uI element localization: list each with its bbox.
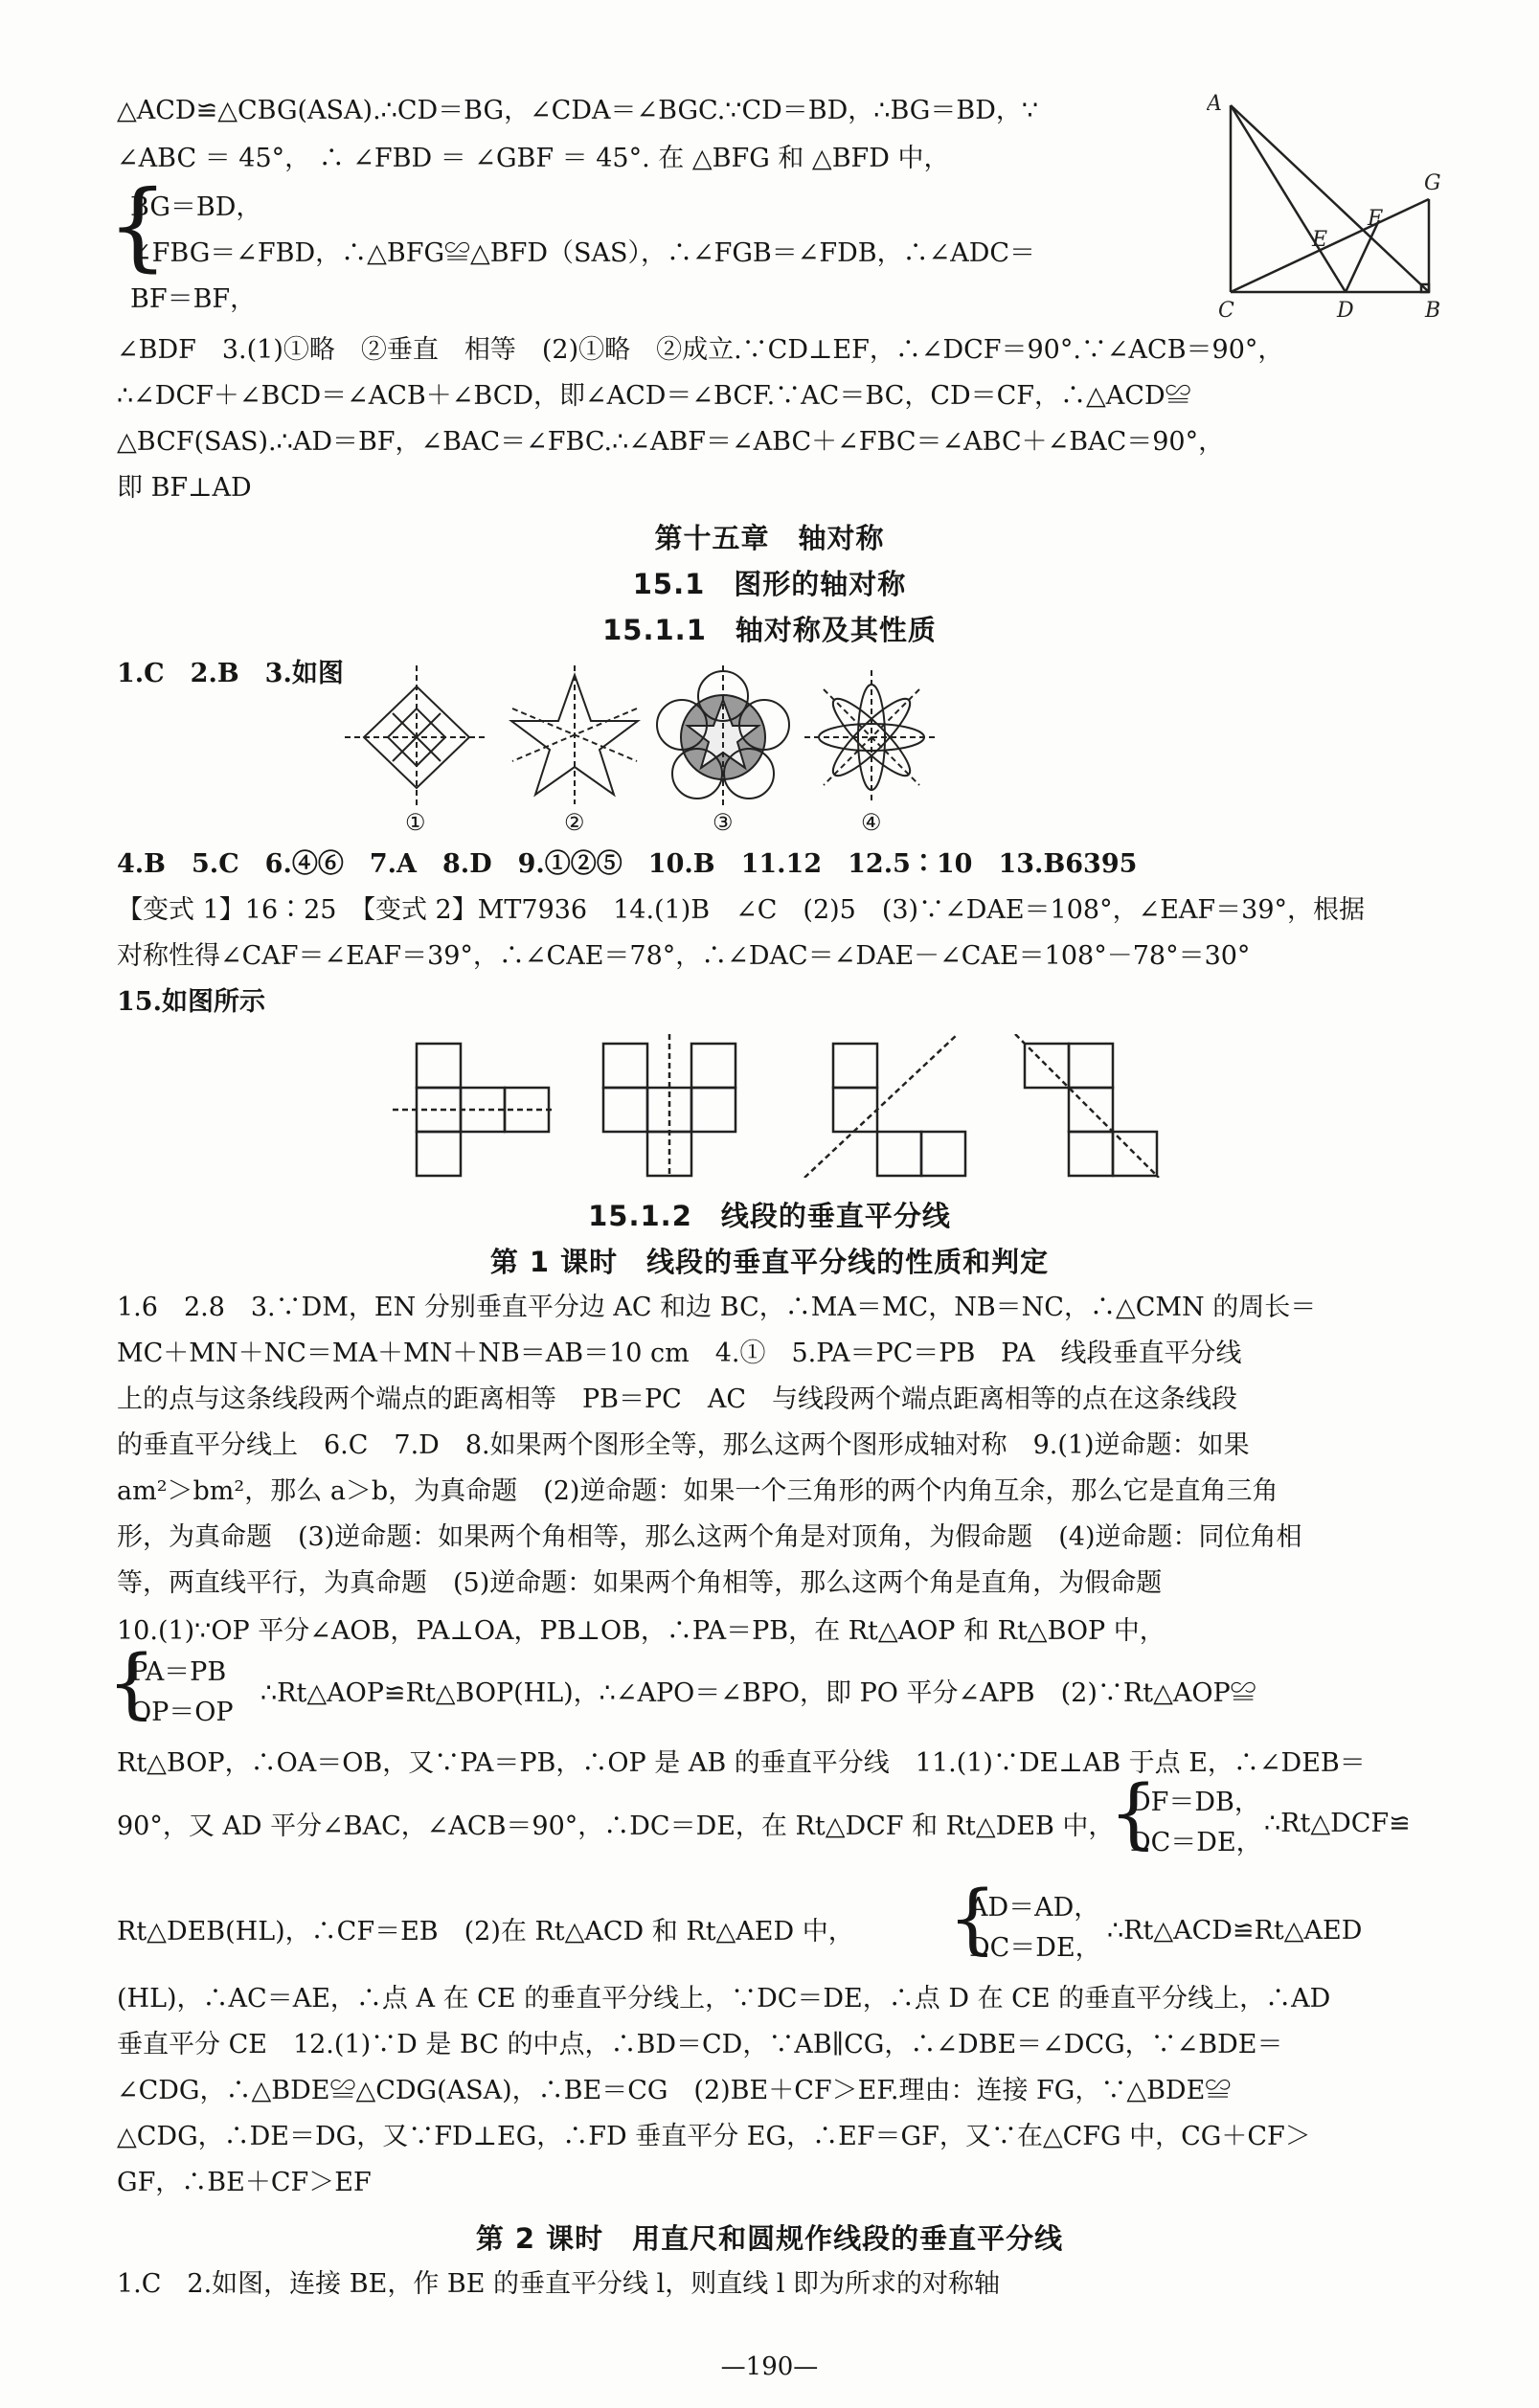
text-line: 90°，又 AD 平分∠BAC，∠ACB＝90°，∴DC＝DE，在 Rt△DCF 和 Rt△DEB 中， [117, 1812, 1115, 1841]
figure-caption: ③ [713, 809, 734, 836]
system-line: BG＝BD， [130, 192, 262, 222]
text-line: 1.6 2.8 3.∵DM，EN 分别垂直平分边 AC 和边 BC，∴MA＝MC，NB＝NC，∴△CMN 的周长＝ [117, 1293, 1317, 1322]
text-line: GF，∴BE＋CF＞EF [117, 2168, 372, 2197]
text-line: ∴∠DCF＋∠BCD＝∠ACB＋∠BCD，即∠ACD＝∠BCF.∵AC＝BC，CD＝CF，∴△ACD≌ [117, 381, 1191, 411]
fig-label: A [1207, 92, 1222, 116]
text-line: 15.如图所示 [117, 987, 265, 1017]
brace: { [1109, 1768, 1158, 1857]
text-line: 10.(1)∵OP 平分∠AOB，PA⊥OA，PB⊥OB，∴PA＝PB，在 Rt△AOP 和 Rt△BOP 中， [117, 1616, 1166, 1646]
text-line: Rt△DEB(HL)，∴CF＝EB (2)在 Rt△ACD 和 Rt△AED 中， [117, 1917, 854, 1947]
text-line: △CDG，∴DE＝DG，又∵FD⊥EG，∴FD 垂直平分 EG，∴EF＝GF，又∵在△CFG 中，CG＋CF＞ [117, 2122, 1311, 2151]
fig-label: D [1337, 299, 1354, 323]
text-line: ∠CDG，∴△BDE≌△CDG(ASA)，∴BE＝CG (2)BE＋CF＞EF.理由：连接 FG，∵△BDE≌ [117, 2076, 1232, 2105]
fig-label: G [1424, 171, 1441, 195]
text-line: am²＞bm²，那么 a＞b，为真命题 (2)逆命题：如果一个三角形的两个内角互余，那么它是直角三角 [117, 1476, 1279, 1506]
system-line: OP＝OP [130, 1698, 234, 1727]
system-line: DF＝DB， [1130, 1788, 1260, 1817]
text-line: 1.C 2.如图，连接 BE，作 BE 的垂直平分线 l，则直线 l 即为所求的对称轴 [117, 2269, 1001, 2299]
text-line: 对称性得∠CAF＝∠EAF＝39°，∴∠CAE＝78°，∴∠DAC＝∠DAE－∠CAE＝108°－78°＝30° [117, 941, 1251, 971]
system-line: AD＝AD， [969, 1893, 1100, 1923]
text-line: △BCF(SAS).∴AD＝BF，∠BAC＝∠FBC.∴∠ABF＝∠ABC＋∠FBC＝∠ABC＋∠BAC＝90°， [117, 427, 1225, 457]
section-title: 15.1 图形的轴对称 [632, 568, 907, 600]
fig-label: E [1312, 228, 1328, 252]
triangle-figure [1207, 91, 1456, 330]
subsection-title: 15.1.2 线段的垂直平分线 [588, 1200, 951, 1232]
text-line: ∠ABC ＝ 45°， ∴ ∠FBD ＝ ∠GBF ＝ 45°. 在 △BFG 和 △BFD 中， [117, 144, 950, 173]
fig-label: B [1425, 299, 1441, 323]
text-line: 【变式 1】16∶25 【变式 2】MT7936 14.(1)B ∠C (2)5 (3)∵∠DAE＝108°，∠EAF＝39°，根据 [117, 895, 1366, 925]
fig-label: C [1218, 299, 1234, 323]
page-number: —190— [720, 2352, 819, 2381]
figure-caption: ① [405, 809, 426, 836]
text-line: 垂直平分 CE 12.(1)∵D 是 BC 的中点，∴BD＝CD，∵AB∥CG，∴∠DBE＝∠DCG，∵∠BDE＝ [117, 2030, 1283, 2059]
text-line: 4.B 5.C 6.④⑥ 7.A 8.D 9.①②⑤ 10.B 11.12 12.5∶10 13.B6395 [117, 849, 1138, 879]
text-line: (HL)，∴AC＝AE，∴点 A 在 CE 的垂直平分线上，∵DC＝DE，∴点 D 在 CE 的垂直平分线上，∴AD [117, 1984, 1331, 2014]
text-line: ∠BDF 3.(1)①略 ②垂直 相等 (2)①略 ②成立.∵CD⊥EF，∴∠DCF＝90°.∵∠ACB＝90°， [117, 335, 1284, 365]
text-line: 即 BF⊥AD [117, 473, 252, 503]
brace: { [107, 169, 169, 281]
system-line: BF＝BF， [130, 284, 257, 314]
subsection-title: 15.1.1 轴对称及其性质 [602, 614, 937, 646]
text-line: △ACD≌△CBG(ASA).∴CD＝BG，∠CDA＝∠BGC.∵CD＝BD，∴BG＝BD，∵ [117, 96, 1039, 125]
fig-label: F [1368, 207, 1383, 231]
system-line: DC＝DE， [1130, 1828, 1262, 1857]
brace: { [948, 1874, 997, 1963]
system-line: DC＝DE， [969, 1933, 1101, 1963]
text-line: ∴Rt△AOP≌Rt△BOP(HL)，∴∠APO＝∠BPO，即 PO 平分∠APB (2)∵Rt△AOP≌ [260, 1678, 1256, 1708]
symmetry-figures [345, 665, 1034, 833]
grid-figures [383, 1034, 1178, 1178]
text-line: 等，两直线平行，为真命题 (5)逆命题：如果两个角相等，那么这两个角是直角，为假命题 [117, 1568, 1163, 1598]
lesson-title: 第 2 课时 用直尺和圆规作线段的垂直平分线 [475, 2222, 1064, 2255]
figure-caption: ④ [861, 809, 882, 836]
text-line: ∴Rt△DCF≌ [1264, 1809, 1411, 1838]
brace: { [107, 1638, 156, 1727]
text-line: 1.C 2.B 3.如图 [117, 659, 344, 688]
text-line: Rt△BOP，∴OA＝OB，又∵PA＝PB，∴OP 是 AB 的垂直平分线 11.(1)∵DE⊥AB 于点 E，∴∠DEB＝ [117, 1748, 1366, 1778]
text-line: MC＋MN＋NC＝MA＋MN＋NB＝AB＝10 cm 4.① 5.PA＝PC＝PB PA 线段垂直平分线 [117, 1339, 1242, 1368]
lesson-title: 第 1 课时 线段的垂直平分线的性质和判定 [489, 1246, 1050, 1278]
text-line: 上的点与这条线段两个端点的距离相等 PB＝PC AC 与线段两个端点距离相等的点在这条线段 [117, 1384, 1237, 1414]
text-line: ∴Rt△ACD≌Rt△AED [1107, 1916, 1363, 1946]
text-line: 形，为真命题 (3)逆命题：如果两个角相等，那么这两个角是对顶角，为假命题 (4)逆命题：同位角相 [117, 1522, 1302, 1552]
system-line: PA＝PB [130, 1657, 227, 1687]
system-line: ∠FBG＝∠FBD，∴△BFG≌△BFD（SAS），∴∠FGB＝∠FDB，∴∠ADC＝ [130, 238, 1036, 268]
text-line: 的垂直平分线上 6.C 7.D 8.如果两个图形全等，那么这两个图形成轴对称 9.(1)逆命题：如果 [117, 1430, 1250, 1460]
chapter-title: 第十五章 轴对称 [654, 522, 885, 554]
figure-caption: ② [564, 809, 585, 836]
